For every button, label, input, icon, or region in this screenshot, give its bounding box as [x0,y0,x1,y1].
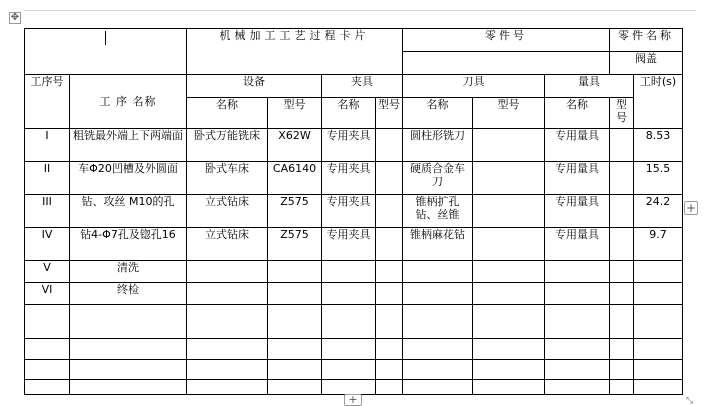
table-row [25,261,683,283]
row-tool-model[interactable] [473,228,545,261]
row-fx-model[interactable] [376,195,403,228]
row-fx-model[interactable] [376,129,403,162]
table-row [25,129,683,162]
empty-cell[interactable] [403,339,473,360]
empty-cell[interactable] [610,305,634,339]
row-eq-model[interactable]: Z575 [268,195,322,228]
empty-cell[interactable] [545,305,610,339]
empty-cell[interactable] [403,360,473,380]
row-time[interactable]: 24.2 [634,195,683,228]
row-fx-model[interactable] [376,283,403,305]
row-gauge-model[interactable] [610,283,634,305]
table-row [25,162,683,195]
empty-cell[interactable] [25,339,70,360]
row-gauge-model[interactable] [610,228,634,261]
part-name-value[interactable]: 阀盖 [610,52,683,75]
row-tool-model[interactable] [473,129,545,162]
text-cursor [105,31,106,45]
time-header: 工时(s) [634,75,683,129]
empty-cell[interactable] [187,380,268,395]
row-name[interactable]: 车Φ20凹槽及外圆面 [70,162,187,195]
empty-cell[interactable] [610,360,634,380]
row-time[interactable]: 8.53 [634,129,683,162]
row-time[interactable]: 15.5 [634,162,683,195]
row-name[interactable]: 终检 [70,283,187,305]
empty-cell[interactable] [545,339,610,360]
row-gauge-name[interactable]: 专用量具 [545,228,610,261]
empty-cell[interactable] [376,380,403,395]
empty-cell[interactable] [473,380,545,395]
empty-cell[interactable] [634,339,683,360]
seq-header: 工序号 [25,75,70,129]
row-seq[interactable]: I [25,129,70,162]
row-fx-name[interactable]: 专用夹具 [322,162,376,195]
row-tool-name[interactable] [403,261,473,283]
empty-cell[interactable] [70,305,187,339]
empty-cell[interactable] [268,380,322,395]
row-tool-model[interactable] [473,261,545,283]
header-row-1 [25,29,683,52]
row-eq-model[interactable]: CA6140 [268,162,322,195]
row-tool-name[interactable] [403,283,473,305]
empty-cell[interactable] [322,339,376,360]
row-fx-name[interactable]: 专用夹具 [322,228,376,261]
empty-cell[interactable] [634,360,683,380]
row-seq[interactable]: IV [25,228,70,261]
empty-row [25,360,683,380]
process-card-table [24,28,683,395]
add-row-plus-icon[interactable]: + [344,394,362,406]
empty-cell[interactable] [403,380,473,395]
row-gauge-model[interactable] [610,129,634,162]
row-time[interactable] [634,261,683,283]
empty-cell[interactable] [322,360,376,380]
card-title: 机械加工工艺过程卡片 [187,29,403,75]
empty-cell[interactable] [187,339,268,360]
row-gauge-model[interactable] [610,162,634,195]
fixture-header: 夹具 [322,75,403,98]
row-fx-name[interactable] [322,261,376,283]
row-eq-model[interactable]: X62W [268,129,322,162]
row-eq-model[interactable] [268,261,322,283]
row-tool-model[interactable] [473,162,545,195]
empty-cell[interactable] [268,339,322,360]
empty-cell[interactable] [187,360,268,380]
row-eq-name[interactable] [187,261,268,283]
row-tool-model[interactable] [473,283,545,305]
empty-cell[interactable] [634,380,683,395]
table-resize-icon[interactable]: ⤡ [686,396,694,406]
row-fx-model[interactable] [376,261,403,283]
row-seq[interactable]: II [25,162,70,195]
top-ruler-line [24,10,696,11]
part-name-label: 零件名称 [610,29,683,52]
fx-model-subheader: 型号 [376,98,403,129]
row-eq-name[interactable]: 立式钻床 [187,195,268,228]
empty-cell[interactable] [187,305,268,339]
tool-header: 刀具 [403,75,545,98]
empty-cell[interactable] [634,305,683,339]
row-tool-name[interactable]: 锥柄扩孔钻、丝锥 [403,195,473,228]
empty-row [25,305,683,339]
empty-cell[interactable] [473,339,545,360]
table-row [25,195,683,228]
row-tool-name[interactable]: 圆柱形铣刀 [403,129,473,162]
row-tool-model[interactable] [473,195,545,228]
row-fx-name[interactable]: 专用夹具 [322,195,376,228]
name-header: 工 序 名称 [70,75,187,129]
empty-cell[interactable] [610,339,634,360]
row-gauge-name[interactable] [545,261,610,283]
empty-cell[interactable] [403,305,473,339]
gauge-model-subheader: 型号 [610,98,634,129]
table-move-handle-icon[interactable]: ✥ [10,12,20,23]
row-time[interactable] [634,283,683,305]
row-eq-model[interactable]: Z575 [268,228,322,261]
empty-cell[interactable] [610,380,634,395]
add-column-plus-icon[interactable]: + [685,201,697,215]
table-row [25,283,683,305]
empty-cell[interactable] [545,380,610,395]
empty-cell[interactable] [25,360,70,380]
row-fx-model[interactable] [376,228,403,261]
part-no-value[interactable] [403,52,610,75]
header-row-3 [25,75,683,98]
row-fx-model[interactable] [376,162,403,195]
fx-name-subheader: 名称 [322,98,376,129]
row-time[interactable]: 9.7 [634,228,683,261]
row-gauge-model[interactable] [610,261,634,283]
row-tool-name[interactable]: 硬质合金车刀 [403,162,473,195]
row-seq[interactable]: V [25,261,70,283]
tool-name-subheader: 名称 [403,98,473,129]
table-row [25,228,683,261]
row-eq-name[interactable]: 卧式车床 [187,162,268,195]
empty-cell[interactable] [376,305,403,339]
eq-model-subheader: 型号 [268,98,322,129]
row-fx-name[interactable] [322,283,376,305]
row-gauge-name[interactable]: 专用量具 [545,195,610,228]
empty-cell[interactable] [70,360,187,380]
row-gauge-name[interactable] [545,283,610,305]
row-name[interactable]: 钻4-Φ7孔及锪孔16 [70,228,187,261]
gauge-header: 量具 [545,75,634,98]
tool-model-subheader: 型号 [473,98,545,129]
row-eq-name[interactable]: 立式钻床 [187,228,268,261]
empty-cell[interactable] [25,305,70,339]
empty-cell[interactable] [268,360,322,380]
empty-cell[interactable] [545,360,610,380]
row-tool-name[interactable]: 锥柄麻花钻 [403,228,473,261]
row-gauge-name[interactable]: 专用量具 [545,129,610,162]
equipment-header: 设备 [187,75,322,98]
empty-cell[interactable] [473,360,545,380]
row-gauge-model[interactable] [610,195,634,228]
row-name[interactable]: 清洗 [70,261,187,283]
eq-name-subheader: 名称 [187,98,268,129]
row-seq[interactable]: VI [25,283,70,305]
empty-cell[interactable] [322,305,376,339]
gauge-name-subheader: 名称 [545,98,610,129]
row-eq-model[interactable] [268,283,322,305]
empty-row [25,339,683,360]
empty-cell[interactable] [70,339,187,360]
empty-cell[interactable] [25,380,70,395]
empty-cell[interactable] [473,305,545,339]
row-eq-name[interactable] [187,283,268,305]
row-name[interactable]: 粗铣最外端上下两端面 [70,129,187,162]
blank-title-cell[interactable] [25,29,187,75]
empty-cell[interactable] [376,339,403,360]
part-no-label: 零件号 [403,29,610,52]
row-gauge-name[interactable]: 专用量具 [545,162,610,195]
row-seq[interactable]: III [25,195,70,228]
row-fx-name[interactable]: 专用夹具 [322,129,376,162]
empty-cell[interactable] [70,380,187,395]
empty-cell[interactable] [376,360,403,380]
row-name[interactable]: 钻、攻丝 M10的孔 [70,195,187,228]
empty-cell[interactable] [268,305,322,339]
row-eq-name[interactable]: 卧式万能铣床 [187,129,268,162]
